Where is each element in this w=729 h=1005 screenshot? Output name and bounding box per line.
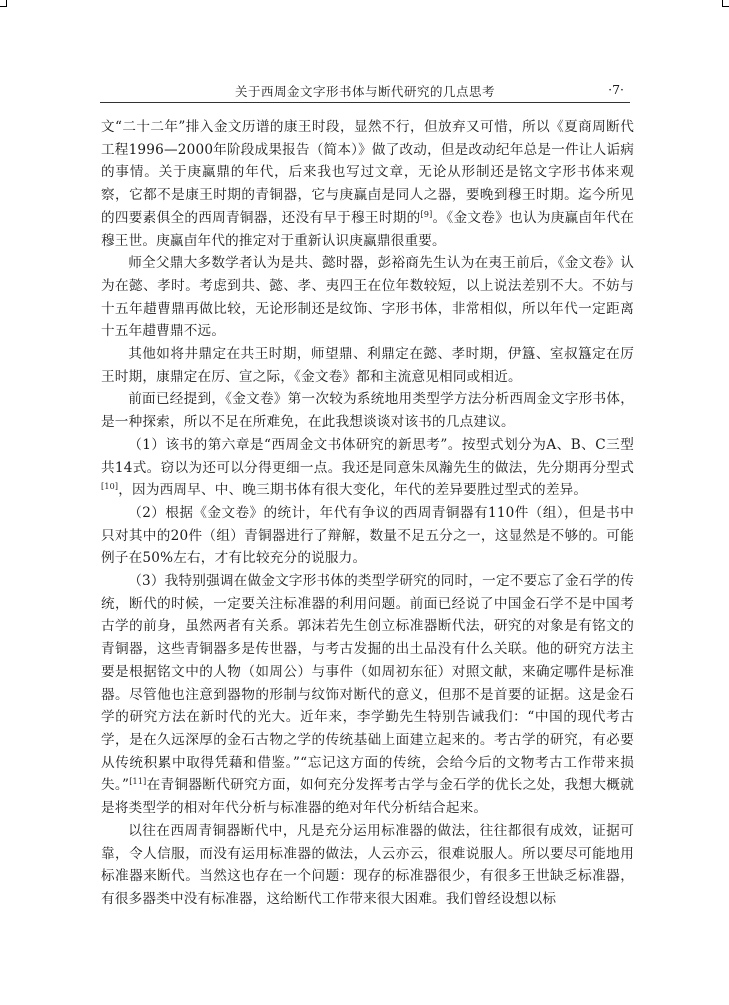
paragraph-text: （2）根据《金文卷》的统计，年代有争议的西周青铜器有110件（组），但是书中只对其中的20件（组）青铜器进行了辩解，数量不足五分之一，这显然是不够的。可能例子在50%左右，才有比较充分的说服力。: [101, 504, 634, 567]
running-header: [100, 80, 630, 103]
citation-marker: [11]: [129, 777, 147, 787]
paragraph-text: 以往在西周青铜器断代中，凡是充分运用标准器的做法，往往都很有成效，证据可靠，令人信服，而没有运用标准器的做法，人云亦云，很难说服人。所以要尽可能地用标准器来断代。当然这也存在一个问题：现存的标准器很少，有很多王世缺乏标准器，有很多器类中没有标准器，这给断代工作带来很大困难。我们曾经设想以标: [101, 822, 634, 907]
paragraph-text: 在青铜器断代研究方面，如何充分发挥考古学与金石学的优长之处，我想大概就是将类型学的相对年代分析与标准器的绝对年代分析结合起来。: [101, 777, 635, 817]
paragraph-text: （3）我特别强调在做金文字形书体的类型学研究的同时，一定不要忘了金石学的传统，断代的时候，一定要关注标准器的利用问题。前面已经说了中国金石学不是中国考古学的前身，虽然两者有关系。郭沫若先生创立标准器断代法，研究的对象是有铭文的青铜器，这些青铜器多是传世器，与考古发掘的出土品没有什么关联。他的研究方法主要是根据铭文中的人物（如周公）与事件（如周初东征）对照文献，来确定哪件是标准器。尽管他也注意到器物的形制与纹饰对断代的意义，但那不是首要的证据。这是金石学的研究方法在新时代的光大。近年来，李学勤先生特别告诫我们：“中国的现代考古学，是在久远深厚的金石古物之学的传统基础上面建立起来的。考古学的研究，有必要从传统积累中取得凭藉和借鉴。”“忘记这方面的传统，会给今后的文物考古工作带来损失。”: [101, 573, 634, 794]
paragraph-text: （1）该书的第六章是“西周金文书体研究的新思考”。按型式划分为A、B、C三型共14式。窃以为还可以分得更细一点。我还是同意朱凤瀚先生的做法，先分期再分型式: [101, 436, 634, 476]
paragraph-text: 文“二十二年”排入金文历谱的康王时段，显然不行，但放弃又可惜，所以《夏商周断代工程1996—2000年阶段成果报告（简本）》做了改动，但是改动纪年总是一件让人诟病的事情。关于庚赢鼎的年代，后来我也写过文章，无论从形制还是铭文字形书体来观察，它都不是康王时期的青铜器，它与庚赢卣是同人之器，要晚到穆王时期。迄今所见的四要素俱全的西周青铜器，还没有早于穆王时期的: [101, 119, 634, 226]
paragraph: [101, 570, 634, 820]
body-text: [101, 116, 634, 911]
paragraph: [101, 502, 634, 570]
crop-mark-top-right: [722, 0, 729, 7]
paragraph: [101, 116, 634, 252]
citation-marker: [10]: [101, 482, 119, 492]
paragraph: [101, 388, 634, 433]
paragraph: [101, 434, 634, 502]
paragraph: [101, 820, 634, 911]
paragraph-text: 其他如将井鼎定在共王时期，师望鼎、利鼎定在懿、孝时期，伊簋、室叔簋定在厉王时期，康鼎定在厉、宣之际，《金文卷》都和主流意见相同或相近。: [101, 346, 634, 385]
paragraph-text: 前面已经提到，《金文卷》第一次较为系统地用类型学方法分析西周金文字形书体，是一种探索，所以不足在所难免，在此我想谈谈对该书的几点建议。: [101, 391, 634, 431]
crop-mark-top-left: [0, 0, 7, 7]
page-number: ·7·: [608, 82, 624, 97]
paragraph-text: ，因为西周早、中、晚三期书体有很大变化，年代的差异要胜过型式的差异。: [118, 482, 588, 499]
citation-marker: [9]: [420, 209, 433, 219]
paragraph-text: 师全父鼎大多数学者认为是共、懿时器，彭裕商先生认为在夷王前后，《金文卷》认为在懿、孝时。考虑到共、懿、孝、夷四王在位年数较短，以上说法差别不大。不妨与十五年趞曹鼎再做比较，无论形制还是纹饰、字形书体，非常相似，所以年代一定距离十五年趞曹鼎不远。: [101, 255, 634, 340]
paragraph: [101, 252, 634, 343]
paragraph-text: 。《金文卷》也认为庚赢卣年代在穆王世。庚赢卣年代的推定对于重新认识庚赢鼎很重要。: [101, 209, 634, 249]
running-title: 关于西周金文字形书体与断代研究的几点思考: [234, 84, 495, 99]
paragraph: [101, 343, 634, 388]
